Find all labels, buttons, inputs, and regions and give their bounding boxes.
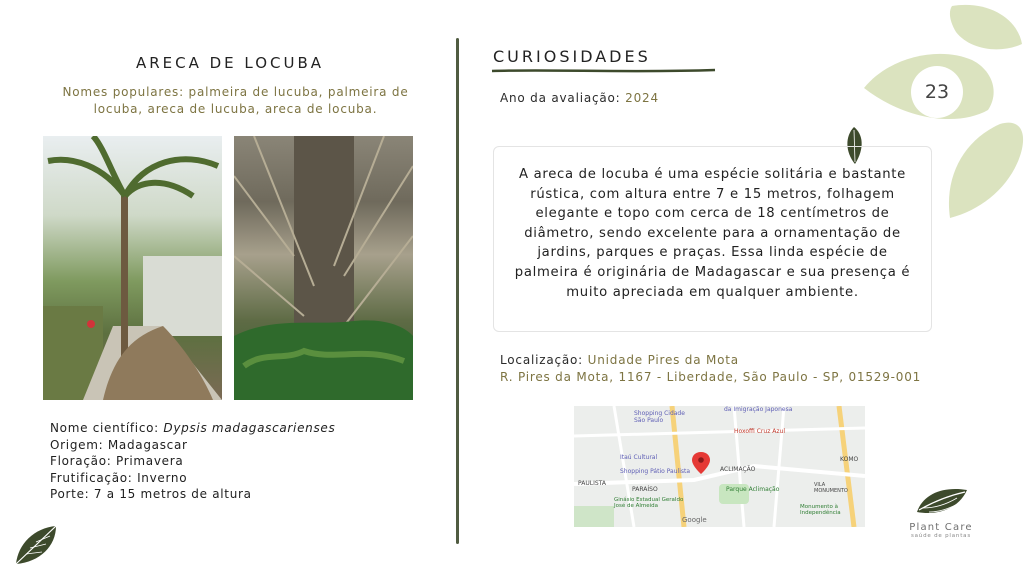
- plant-care-logo-icon: [913, 486, 969, 516]
- evaluation-year-label: Ano da avaliação:: [500, 91, 621, 105]
- map-label-shopping: Shopping Cidade São Paulo: [634, 410, 685, 424]
- curiosities-title: CURIOSIDADES: [493, 47, 651, 66]
- map-label-monumento: Monumento à Independência: [800, 504, 841, 516]
- scientific-name-value: Dypsis madagascarienses: [163, 421, 336, 435]
- origin: Origem: Madagascar: [50, 437, 188, 452]
- map-label-imigracao: da Imigração Japonesa: [724, 406, 793, 413]
- popular-names: Nomes populares: palmeira de lucuba, palmeira de locuba, areca de lucuba, areca de locuba.: [62, 85, 409, 116]
- map-label-paraiso: PARAÍSO: [632, 486, 658, 493]
- plant-title: ARECA DE LOCUBA: [135, 54, 325, 72]
- plant-photo-street: [43, 136, 222, 400]
- map-label-vila: VILA MONUMENTO: [814, 482, 848, 494]
- description-box: [493, 146, 932, 332]
- map-label-aclimacao: ACLIMAÇÃO: [720, 466, 756, 473]
- brand: [901, 486, 981, 539]
- evaluation-year: [500, 91, 659, 105]
- map-label-patio: Shopping Pátio Paulista: [620, 468, 691, 475]
- plant-facts: [50, 420, 335, 503]
- page-number: 23: [911, 66, 963, 118]
- map-label-komo: KOMO: [840, 456, 859, 463]
- size: Porte: 7 a 15 metros de altura: [50, 487, 252, 501]
- location-map[interactable]: [574, 406, 865, 527]
- location-line: [500, 352, 921, 369]
- fruiting: Frutificação: Inverno: [50, 470, 188, 485]
- description-text: A areca de locuba é uma espécie solitária e bastante rústica, com altura entre 7 e 15 metros, folhagem elegante e topo com cerca de 18 centímetros de diâmetro, sendo excelente para a ornamentação de jardins, parques e praças. Essa linda espécie de palmeira é originária de Madagascar e sua presença é muito apreciada em qualquer ambiente.: [514, 167, 911, 300]
- address: R. Pires da Mota, 1167 - Liberdade, São Paulo - SP, 01529-001: [500, 370, 922, 384]
- map-label-paulista: PAULISTA: [578, 480, 606, 487]
- brand-tagline: saúde de plantas: [910, 533, 972, 539]
- title-underline: [491, 68, 716, 74]
- map-label-parque: Parque Aclimação: [726, 486, 780, 493]
- location: [500, 352, 921, 386]
- scientific-name: [50, 420, 335, 437]
- map-label-hospital: Hoxoffi Cruz Azul: [734, 428, 785, 435]
- evaluation-year-value: 2024: [625, 91, 659, 105]
- palm-trunk-illustration: [234, 136, 413, 400]
- brand-name: Plant Care: [909, 522, 973, 533]
- location-label: Localização:: [500, 353, 584, 367]
- page-divider: [456, 38, 459, 544]
- plant-photo-closeup: [234, 136, 413, 400]
- map-label-google: Google: [682, 516, 707, 524]
- scientific-name-label: Nome científico:: [50, 421, 159, 435]
- location-value: Unidade Pires da Mota: [587, 353, 739, 367]
- leaf-icon-bottom-left: [12, 524, 60, 568]
- palm-street-illustration: [43, 136, 222, 400]
- map-label-itau: Itaú Cultural: [620, 454, 658, 461]
- flowering: Floração: Primavera: [50, 454, 184, 468]
- map-label-ginasio: Ginásio Estadual Geraldo José de Almeida: [614, 497, 684, 509]
